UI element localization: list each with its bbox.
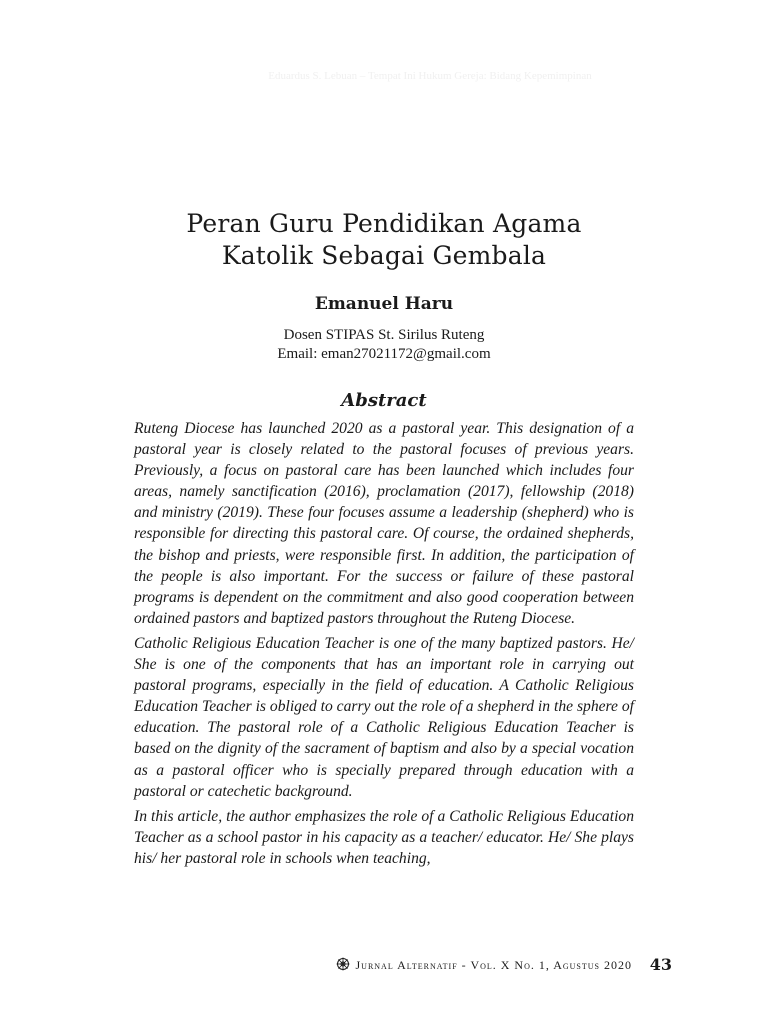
- affiliation: Dosen STIPAS St. Sirilus Ruteng: [283, 327, 485, 343]
- abstract-paragraph-3: In this article, the author emphasizes the role of a Catholic Religious Education Teacher as a school pastor in his capacity as a teacher/ educator. He/ She plays his/ her pastoral role in schools when teaching,: [134, 807, 634, 867]
- author-name: Emanuel Haru: [314, 294, 454, 314]
- abstract-body: [134, 418, 634, 873]
- title-line-1: Peran Guru Pendidikan Agama: [186, 209, 582, 238]
- page-number: 43: [649, 955, 672, 974]
- abstract-paragraph-2: Catholic Religious Education Teacher is one of the many baptized pastors. He/ She is one of the components that has an important role in carrying out pastoral programs, especially in the field of education. A Catholic Religious Education Teacher is obliged to carry out the role of a shepherd in the sphere of education. The pastoral role of a Catholic Religious Education Teacher is based on the dignity of the sacrament of baptism and also by a special vocation as a pastoral officer who is specially prepared through education with a pastoral or catechetic background.: [134, 634, 634, 800]
- running-head: Eduardus S. Lebuan – Tempat Ini Hukum Gereja: Bidang Kepemimpinan: [268, 70, 592, 82]
- title-line-2: Katolik Sebagai Gembala: [221, 241, 547, 270]
- footer-journal: [336, 957, 633, 973]
- page-footer: [0, 955, 768, 977]
- author-affiliation-block: [100, 326, 668, 364]
- abstract-heading: Abstract: [341, 390, 427, 411]
- author-email: Email: eman27021172@gmail.com: [277, 346, 491, 362]
- journal-citation: Jurnal Alternatif - Vol. X No. 1, Agustus 2020: [355, 958, 632, 972]
- ornament-icon: [336, 957, 350, 971]
- article-title: [100, 208, 668, 272]
- abstract-paragraph-1: Ruteng Diocese has launched 2020 as a pastoral year. This designation of a pastoral year is closely related to the pastoral focuses of previous years. Previously, a focus on pastoral care has been launched which includes four areas, namely sanctification (2016), proclamation (2017), fellowship (2018) and ministry (2019). These four focuses assume a leadership (shepherd) who is responsible for directing this pastoral care. Of course, the ordained shepherds, the bishop and priests, were responsible first. In addition, the participation of the people is also important. For the success or failure of these pastoral programs is dependent on the commitment and also good cooperation between ordained pastors and baptized pastors throughout the Ruteng Diocese.: [134, 420, 634, 627]
